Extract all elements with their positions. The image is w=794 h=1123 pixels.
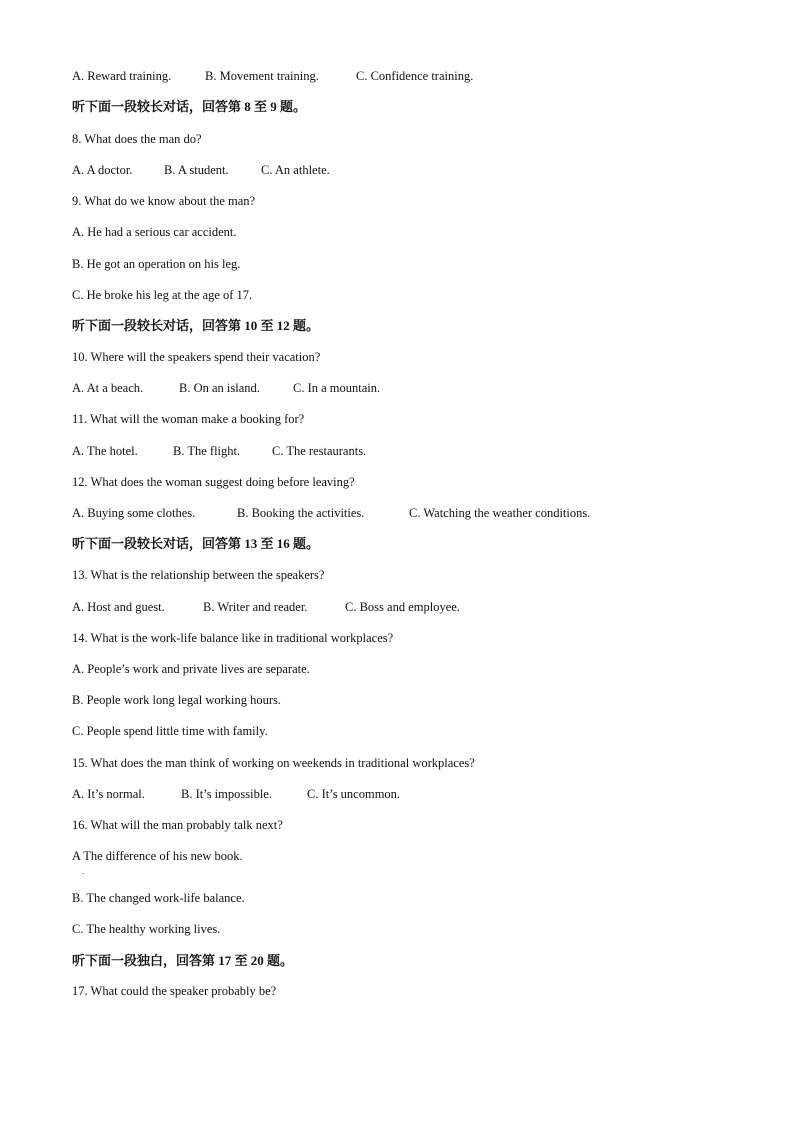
q16-option-b: B. The changed work-life balance.: [72, 891, 245, 905]
question-8: 8. What does the man do?: [72, 132, 202, 146]
q9-option-a: A. He had a serious car accident.: [72, 225, 237, 239]
option-c: C. An athlete.: [261, 163, 330, 177]
section-header-13-16: 听下面一段较长对话，回答第 13 至 16 题。: [72, 536, 320, 551]
stray-dot: .: [82, 867, 84, 876]
option-b: B. Booking the activities.: [237, 506, 365, 520]
q8-options: [72, 162, 330, 178]
q7-options: [72, 68, 473, 84]
q13-options: [72, 599, 460, 615]
q10-options: [72, 380, 380, 396]
q14-option-c: C. People spend little time with family.: [72, 724, 268, 738]
q9-option-c: C. He broke his leg at the age of 17.: [72, 288, 253, 302]
question-13: 13. What is the relationship between the speakers?: [72, 568, 325, 582]
option-b: B. On an island.: [179, 381, 260, 395]
question-17: 17. What could the speaker probably be?: [72, 984, 277, 998]
q15-options: [72, 786, 400, 802]
option-a: A. The hotel.: [72, 444, 138, 458]
question-11: 11. What will the woman make a booking for?: [72, 412, 305, 426]
option-b: B. It’s impossible.: [181, 787, 272, 801]
option-c: C. The restaurants.: [272, 444, 367, 458]
q14-option-a: A. People’s work and private lives are separate.: [72, 662, 310, 676]
q16-option-c: C. The healthy working lives.: [72, 922, 221, 936]
option-c: C. Watching the weather conditions.: [409, 506, 591, 520]
q16-option-a: A The difference of his new book.: [72, 849, 243, 863]
section-header-10-12: 听下面一段较长对话，回答第 10 至 12 题。: [72, 318, 320, 333]
question-10: 10. Where will the speakers spend their vacation?: [72, 350, 321, 364]
question-14: 14. What is the work-life balance like in traditional workplaces?: [72, 631, 394, 645]
option-b: B. Writer and reader.: [203, 600, 308, 614]
q11-options: [72, 443, 366, 459]
option-b: B. The flight.: [173, 444, 241, 458]
question-12: 12. What does the woman suggest doing before leaving?: [72, 475, 355, 489]
question-15: 15. What does the man think of working on weekends in traditional workplaces?: [72, 756, 475, 770]
option-a: A. A doctor.: [72, 163, 133, 177]
q12-options: [72, 505, 590, 521]
option-c: C. Confidence training.: [356, 69, 474, 83]
q14-option-b: B. People work long legal working hours.: [72, 693, 282, 707]
option-a: A. Host and guest.: [72, 600, 165, 614]
option-a: A. Buying some clothes.: [72, 506, 196, 520]
section-header-17-20: 听下面一段独白，回答第 17 至 20 题。: [72, 953, 294, 968]
section-header-8-9: 听下面一段较长对话，回答第 8 至 9 题。: [72, 99, 307, 114]
option-a: A. At a beach.: [72, 381, 144, 395]
option-a: A. It’s normal.: [72, 787, 145, 801]
option-c: C. In a mountain.: [293, 381, 381, 395]
option-b: B. Movement training.: [205, 69, 319, 83]
option-b: B. A student.: [164, 163, 229, 177]
option-c: C. Boss and employee.: [345, 600, 460, 614]
option-a: A. Reward training.: [72, 69, 172, 83]
question-16: 16. What will the man probably talk next?: [72, 818, 283, 832]
question-9: 9. What do we know about the man?: [72, 194, 256, 208]
option-c: C. It’s uncommon.: [307, 787, 401, 801]
q9-option-b: B. He got an operation on his leg.: [72, 257, 241, 271]
